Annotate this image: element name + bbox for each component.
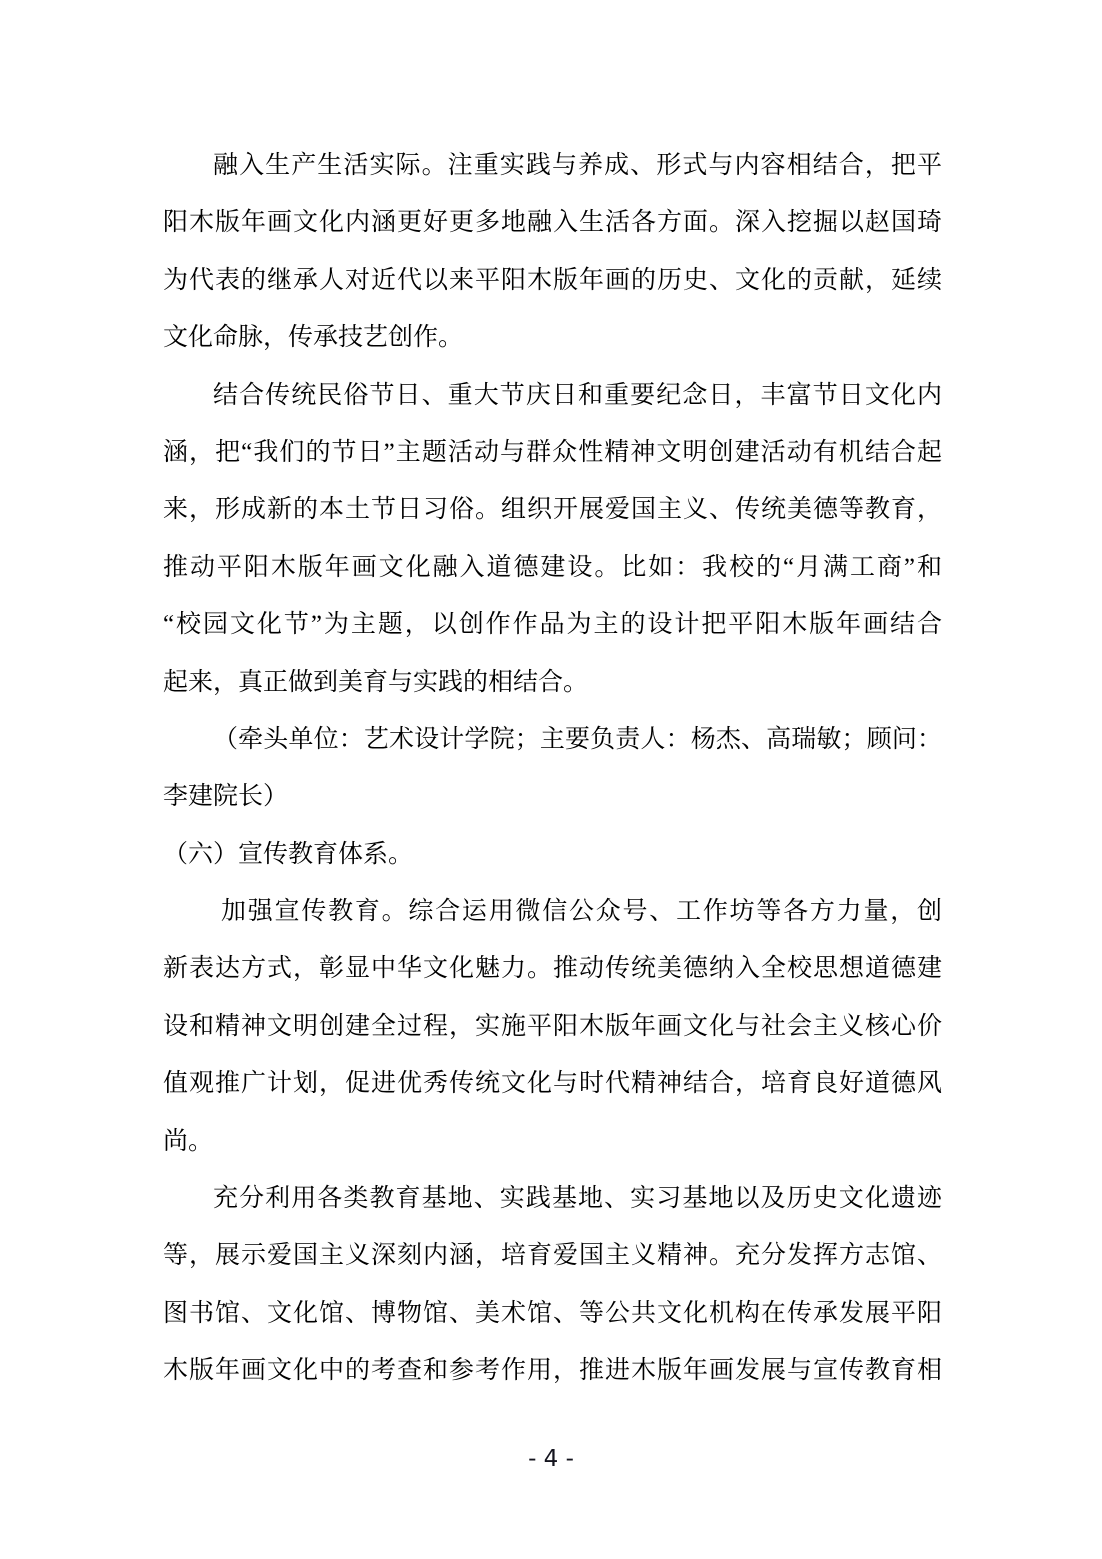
paragraph bbox=[163, 883, 942, 1170]
text-line: 起来，真正做到美育与实践的相结合。 bbox=[163, 668, 589, 696]
text-line: （牵头单位：艺术设计学院；主要负责人：杨杰、高瑞敏；顾问： bbox=[213, 725, 942, 753]
text-line: 为代表的继承人对近代以来平阳木版年画的历史、文化的贡献，延续 bbox=[163, 266, 942, 294]
text-line: 融入生产生活实际。注重实践与养成、形式与内容相结合，把平 bbox=[213, 152, 942, 179]
text-line: 李建院长） bbox=[163, 783, 289, 811]
text-line: 等，展示爱国主义深刻内涵，培育爱国主义精神。充分发挥方志馆、 bbox=[163, 1242, 942, 1270]
paragraph bbox=[163, 137, 942, 367]
document-body bbox=[163, 137, 942, 1400]
page-number: - 4 - bbox=[528, 1446, 574, 1472]
text-line: 涵，把“我们的节日”主题活动与群众性精神文明创建活动有机结合起 bbox=[163, 438, 942, 466]
text-line: 充分利用各类教育基地、实践基地、实习基地以及历史文化遗迹 bbox=[213, 1185, 942, 1213]
text-line: 推动平阳木版年画文化融入道德建设。比如：我校的“月满工商”和 bbox=[163, 553, 942, 581]
text-line: 结合传统民俗节日、重大节庆日和重要纪念日，丰富节日文化内 bbox=[213, 381, 942, 409]
text-line: 图书馆、文化馆、博物馆、美术馆、等公共文化机构在传承发展平阳 bbox=[163, 1299, 942, 1327]
paragraph bbox=[163, 826, 942, 883]
text-line: “校园文化节”为主题，以创作作品为主的设计把平阳木版年画结合 bbox=[163, 611, 942, 639]
paragraph bbox=[163, 367, 942, 711]
text-line: 木版年画文化中的考查和参考作用，推进木版年画发展与宣传教育相 bbox=[163, 1357, 942, 1385]
text-line: （六）宣传教育体系。 bbox=[163, 840, 414, 868]
text-line: 新表达方式，彰显中华文化魅力。推动传统美德纳入全校思想道德建 bbox=[163, 955, 942, 983]
text-line: 设和精神文明创建全过程，实施平阳木版年画文化与社会主义核心价 bbox=[163, 1012, 942, 1040]
text-line: 文化命脉，传承技艺创作。 bbox=[163, 324, 464, 352]
text-line: 尚。 bbox=[163, 1127, 214, 1155]
text-line: 值观推广计划，促进优秀传统文化与时代精神结合，培育良好道德风 bbox=[163, 1070, 942, 1098]
text-line: 来，形成新的本土节日习俗。组织开展爱国主义、传统美德等教育， bbox=[163, 496, 942, 524]
text-line: 阳木版年画文化内涵更好更多地融入生活各方面。深入挖掘以赵国琦 bbox=[163, 209, 942, 237]
text-line: 加强宣传教育。综合运用微信公众号、工作坊等各方力量，创 bbox=[213, 898, 942, 926]
paragraph bbox=[163, 711, 942, 826]
paragraph bbox=[163, 1170, 942, 1400]
